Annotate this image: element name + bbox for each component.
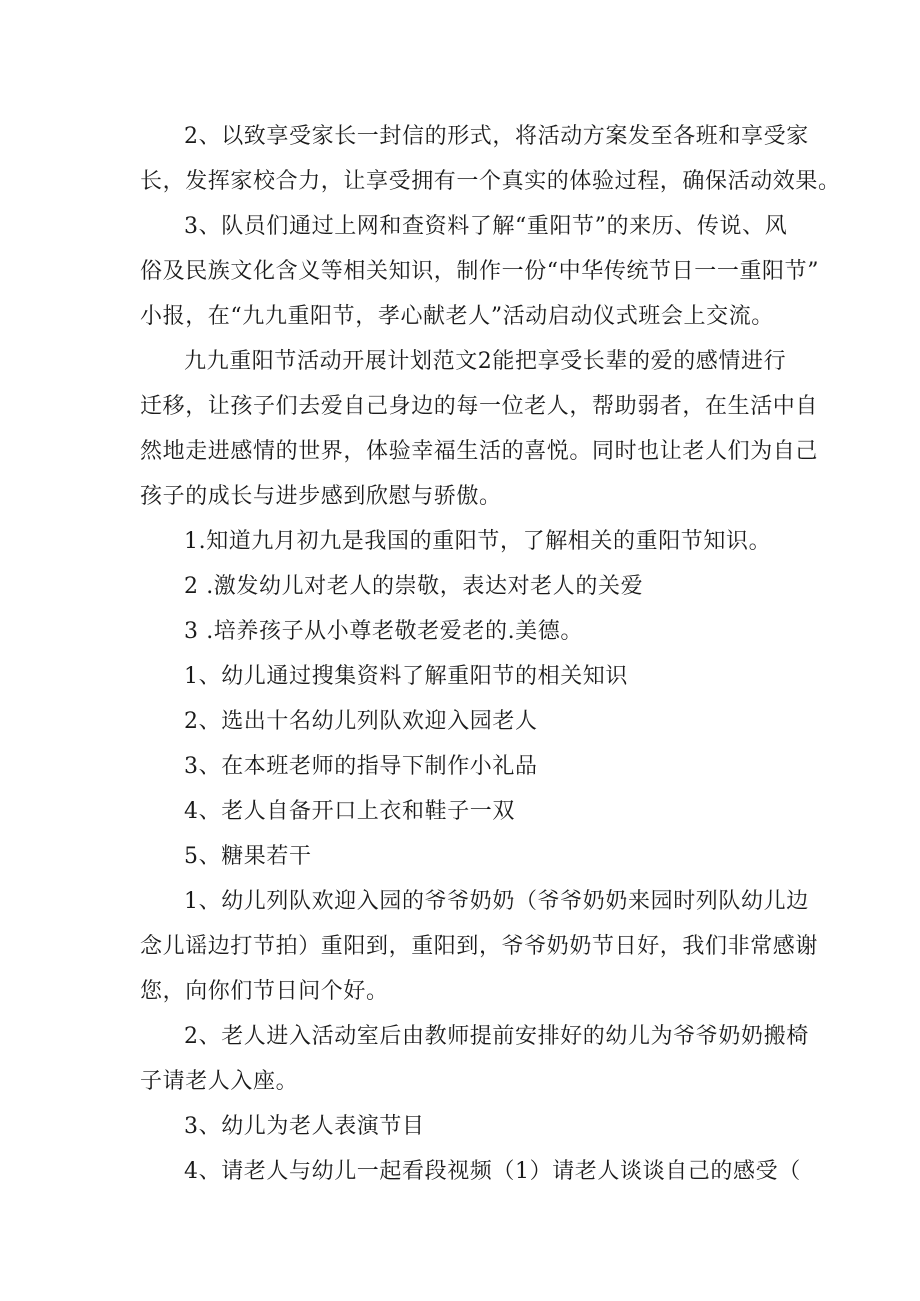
- paragraph: [140, 114, 841, 204]
- text-line: 3 .培养孩子从小尊老敬老爱老的.美德。: [184, 619, 583, 644]
- paragraph: [140, 744, 790, 789]
- paragraph: [140, 1014, 809, 1104]
- paragraph: [140, 204, 820, 339]
- paragraph: [140, 834, 790, 879]
- text-line: 2、老人进入活动室后由教师提前安排好的幼儿为爷爷奶奶搬椅: [184, 1024, 809, 1049]
- paragraph: [140, 789, 790, 834]
- text-line: 然地走进感情的世界，体验幸福生活的喜悦。同时也让老人们为自己: [140, 439, 819, 464]
- text-line: 3、队员们通过上网和查资料了解“重阳节”的来历、传说、风: [184, 214, 788, 239]
- text-line: 您，向你们节日问个好。: [140, 979, 389, 1004]
- text-line: 九九重阳节活动开展计划范文2能把享受长辈的爱的感情进行: [184, 349, 787, 374]
- text-line: 1、幼儿列队欢迎入园的爷爷奶奶（爷爷奶奶来园时列队幼儿边: [184, 889, 809, 914]
- text-line: 小报，在“九九重阳节，孝心献老人”活动启动仪式班会上交流。: [140, 304, 774, 329]
- text-line: 2 .激发幼儿对老人的崇敬，表达对老人的关爱: [184, 574, 644, 599]
- text-line: 2、以致享受家长一封信的形式，将活动方案发至各班和享受家: [184, 124, 809, 149]
- text-line: 俗及民族文化含义等相关知识，制作一份“中华传统节日一一重阳节”: [140, 259, 820, 284]
- text-line: 1、幼儿通过搜集资料了解重阳节的相关知识: [184, 664, 628, 689]
- text-line: 4、老人自备开口上衣和鞋子一双: [184, 799, 515, 824]
- paragraph: [140, 564, 790, 609]
- text-line: 3、在本班老师的指导下制作小礼品: [184, 754, 538, 779]
- text-line: 迁移，让孩子们去爱自己身边的每一位老人，帮助弱者，在生活中自: [140, 394, 819, 419]
- document-body: [140, 114, 841, 1194]
- text-line: 2、选出十名幼儿列队欢迎入园老人: [184, 709, 538, 734]
- text-line: 1.知道九月初九是我国的重阳节，了解相关的重阳节知识。: [184, 529, 772, 554]
- text-line: 孩子的成长与进步感到欣慰与骄傲。: [140, 484, 502, 509]
- paragraph: [140, 339, 819, 519]
- paragraph: [140, 1149, 801, 1194]
- text-line: 5、糖果若干: [184, 844, 312, 869]
- paragraph: [140, 879, 819, 1014]
- paragraph: [140, 654, 790, 699]
- paragraph: [140, 519, 790, 564]
- paragraph: [140, 609, 790, 654]
- text-line: 念儿谣边打节拍）重阳到，重阳到，爷爷奶奶节日好，我们非常感谢: [140, 934, 819, 959]
- text-line: 子请老人入座。: [140, 1069, 299, 1094]
- paragraph: [140, 1104, 790, 1149]
- text-line: 长，发挥家校合力，让享受拥有一个真实的体验过程，确保活动效果。: [140, 169, 841, 194]
- text-line: 3、幼儿为老人表演节目: [184, 1114, 425, 1139]
- text-line: 4、请老人与幼儿一起看段视频（1）请老人谈谈自己的感受（: [184, 1159, 801, 1184]
- paragraph: [140, 699, 790, 744]
